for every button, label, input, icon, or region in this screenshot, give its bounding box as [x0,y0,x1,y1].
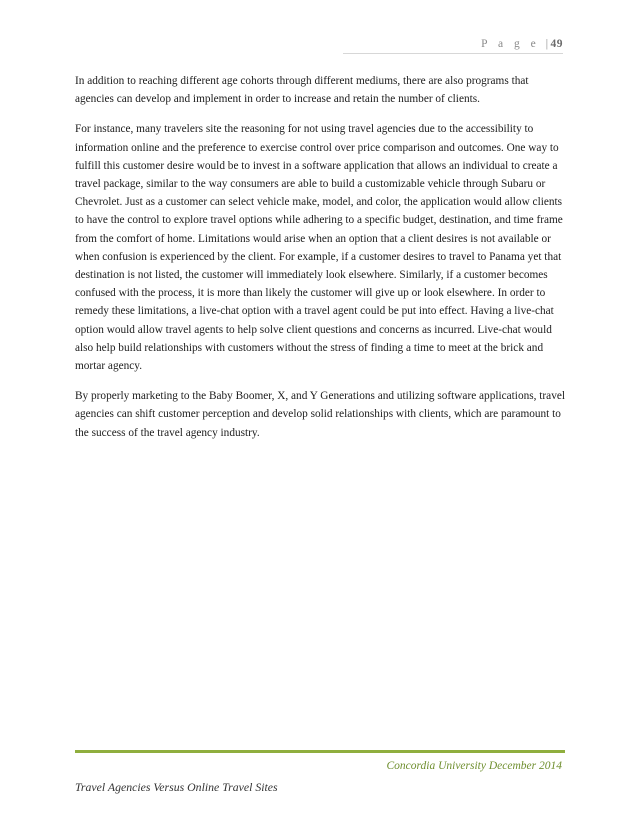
paragraph-intro: In addition to reaching different age cohorts through different mediums, there are also programs that agencies can develop and implement in order to increase and retain the number of clients. [75,75,529,106]
paragraph-software-application: For instance, many travelers site the reasoning for not using travel agencies due to the accessibility to information online and the preference to exercise control over price comparison and outcomes. One way to fulfill this customer desire would be to invest in a software application that allows an individual to create a travel package, similar to the way consumers are able to build a customizable vehicle through Subaru or Chevrolet. Just as a customer can select vehicle make, model, and color, the application would allow clients to have the control to explore travel options while adhering to a specific budget, destination, and time frame from the comfort of home. Limitations would arise when an option that a client desires is not available or when confusion is experienced by the client. For example, if a customer desires to travel to Panama yet that destination is not listed, the customer will immediately look elsewhere. Similarly, if a customer becomes confused with the process, it is more than likely the customer will give up or look elsewhere. In order to remedy these limitations, a live-chat option with a travel agent could be put into effect. Having a live-chat option would allow travel agents to help solve client questions and concerns as incurred. Live-chat would also help build relationships with customers without the stress of finding a time to meet at the brick and mortar agency. [75,123,563,373]
page-separator: | [545,38,549,50]
footer-divider [75,750,565,753]
footer-document-title: Travel Agencies Versus Online Travel Sites [75,780,278,794]
page-header [481,38,563,50]
footer-institution-date: Concordia University December 2014 [386,760,562,772]
header-divider [343,53,563,54]
page-label: P a g e [481,38,540,50]
page-number: 49 [550,38,563,50]
paragraph-conclusion: By properly marketing to the Baby Boomer, X, and Y Generations and utilizing software applications, travel agencies can shift customer perception and develop solid relationships with clients, which are paramount to the success of the travel agency industry. [75,390,565,439]
document-body [75,72,565,454]
